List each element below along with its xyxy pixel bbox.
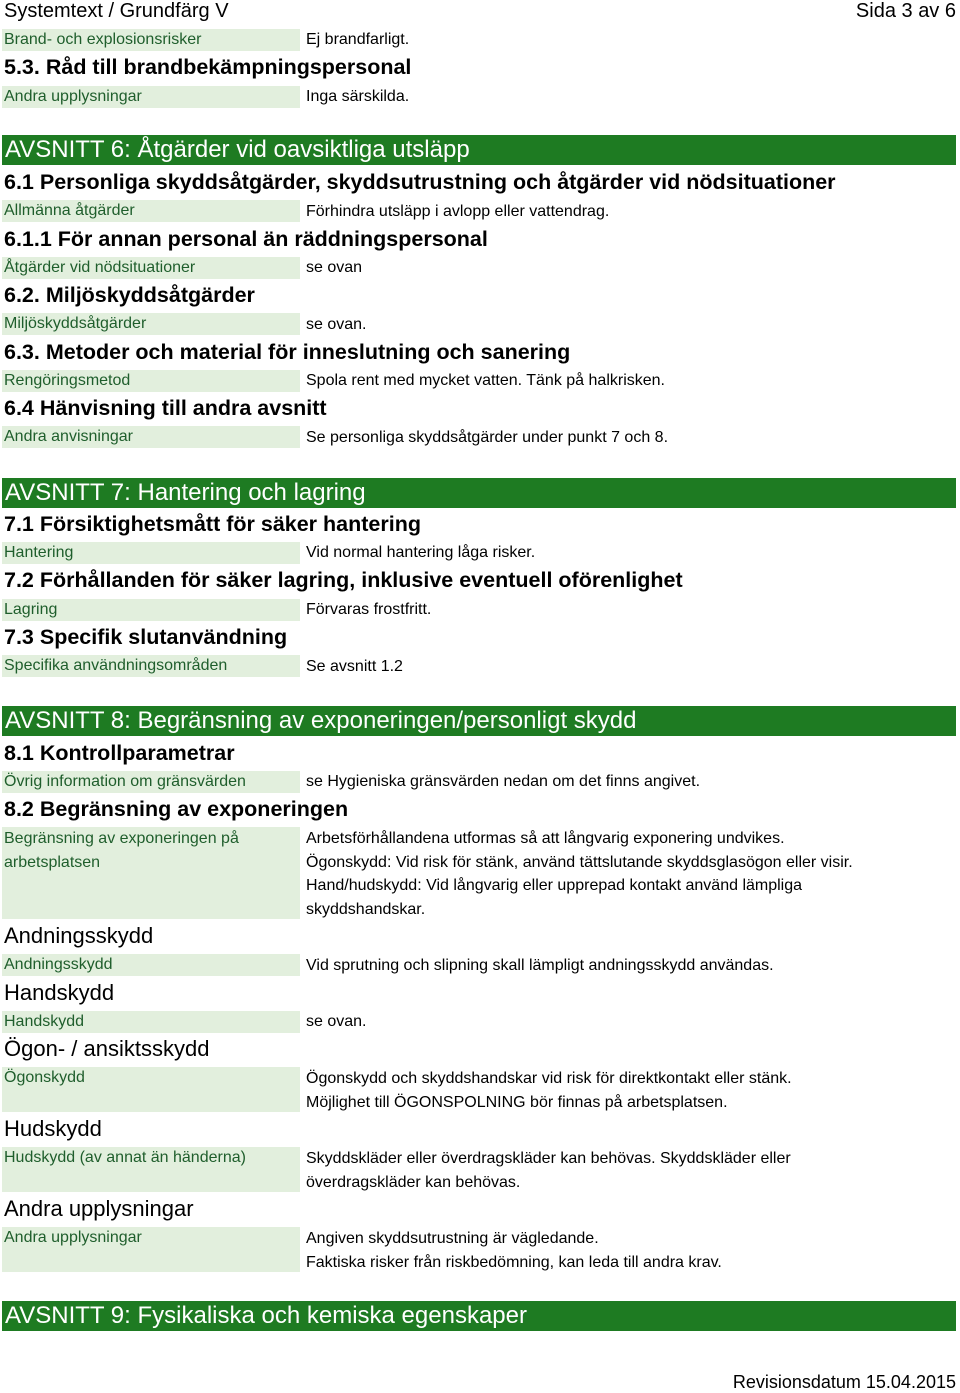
subheading: 7.1 Försiktighetsmått för säker hantering — [4, 512, 421, 536]
subheading: 6.2. Miljöskyddsåtgärder — [4, 283, 255, 307]
subheading: 6.4 Hänvisning till andra avsnitt — [4, 396, 327, 420]
document-title: Systemtext / Grundfärg V — [4, 0, 229, 22]
row-label: Lagring — [2, 599, 300, 621]
row-value: Förhindra utsläpp i avlopp eller vattendrag. — [306, 203, 610, 220]
row-value: Se avsnitt 1.2 — [306, 658, 403, 675]
value-line: Möjlighet till ÖGONSPOLNING bör finnas på arbetsplatsen. — [306, 1093, 728, 1111]
row-value: Spola rent med mycket vatten. Tänk på halkrisken. — [306, 372, 665, 389]
plain-heading: Handskydd — [4, 980, 115, 1005]
row-label: Åtgärder vid nödsituationer — [2, 257, 300, 279]
value-line: Hand/hudskydd: Vid långvarig eller upprepad kontakt använd lämpliga — [306, 877, 803, 894]
row-value-list — [306, 827, 853, 921]
row-value-list — [306, 1147, 791, 1194]
subheading: 7.3 Specifik slutanvändning — [4, 625, 288, 649]
section-header: AVSNITT 6: Åtgärder vid oavsiktliga utsläpp — [2, 135, 956, 165]
row-label: Handskydd — [2, 1011, 300, 1033]
page-number: Sida 3 av 6 — [855, 0, 956, 22]
row-label: Rengöringsmetod — [2, 370, 300, 392]
row-label: Andra upplysningar — [2, 86, 300, 108]
subheading: 6.3. Metoder och material för inneslutning och sanering — [4, 340, 571, 364]
row-label: Specifika användningsområden — [2, 655, 300, 677]
subheading: 8.1 Kontrollparametrar — [4, 741, 235, 765]
row-label: Andra anvisningar — [2, 426, 300, 448]
row-value: se Hygieniska gränsvärden nedan om det finns angivet. — [306, 773, 701, 790]
row-value: se ovan. — [306, 1013, 367, 1030]
section-header: AVSNITT 9: Fysikaliska och kemiska egenskaper — [2, 1301, 956, 1331]
subheading: 7.2 Förhållanden för säker lagring, inklusive eventuell oförenlighet — [4, 568, 683, 592]
value-line: överdragskläder kan behövas. — [306, 1173, 521, 1191]
value-line: Skyddskläder eller överdragskläder kan behövas. Skyddskläder eller — [306, 1150, 791, 1167]
row-value: se ovan — [306, 259, 363, 276]
plain-heading: Andningsskydd — [4, 923, 154, 948]
subheading: 6.1.1 För annan personal än räddningspersonal — [4, 227, 488, 251]
row-label: Allmänna åtgärder — [2, 200, 300, 222]
plain-heading: Ögon- / ansiktsskydd — [4, 1036, 210, 1061]
value-line: Faktiska risker från riskbedömning, kan leda till andra krav. — [306, 1253, 722, 1271]
value-line: Angiven skyddsutrustning är vägledande. — [306, 1230, 599, 1247]
section-header: AVSNITT 7: Hantering och lagring — [2, 478, 956, 508]
plain-heading: Andra upplysningar — [4, 1196, 194, 1221]
row-value: Vid sprutning och slipning skall lämpligt andningsskydd användas. — [306, 957, 774, 974]
row-value-list — [306, 1067, 792, 1114]
row-label: Ögonskydd — [2, 1067, 300, 1112]
subheading: 5.3. Råd till brandbekämpningspersonal — [4, 55, 412, 79]
value-line: Ögonskydd och skyddshandskar vid risk för direktkontakt eller stänk. — [306, 1070, 792, 1087]
value-line: skyddshandskar. — [306, 900, 426, 918]
row-value: Inga särskilda. — [306, 88, 410, 105]
row-label: Övrig information om gränsvärden — [2, 771, 300, 793]
row-value-list — [306, 1227, 722, 1274]
row-label: Miljöskyddsåtgärder — [2, 313, 300, 335]
row-value: Ej brandfarligt. — [306, 31, 410, 48]
row-label: Begränsning av exponeringen på arbetsplatsen — [2, 827, 300, 919]
row-label: Hantering — [2, 542, 300, 564]
subheading: 8.2 Begränsning av exponeringen — [4, 797, 349, 821]
row-label: Andningsskydd — [2, 954, 300, 976]
row-label: Hudskydd (av annat än händerna) — [2, 1147, 300, 1192]
subheading: 6.1 Personliga skyddsåtgärder, skyddsutrustning och åtgärder vid nödsituationer — [4, 170, 836, 194]
row-label: Andra upplysningar — [2, 1227, 300, 1272]
value-line: Ögonskydd: Vid risk för stänk, använd tättslutande skyddsglasögon eller visir. — [306, 853, 853, 871]
row-value: Vid normal hantering låga risker. — [306, 544, 536, 561]
row-label: Brand- och explosionsrisker — [2, 29, 300, 51]
row-value: se ovan. — [306, 316, 367, 333]
row-value: Se personliga skyddsåtgärder under punkt 7 och 8. — [306, 429, 669, 446]
value-line: Arbetsförhållandena utformas så att långvarig exponering undvikes. — [306, 830, 785, 847]
row-value: Förvaras frostfritt. — [306, 601, 432, 618]
section-header: AVSNITT 8: Begränsning av exponeringen/personligt skydd — [2, 706, 956, 736]
revision-date: Revisionsdatum 15.04.2015 — [732, 1372, 956, 1392]
plain-heading: Hudskydd — [4, 1116, 102, 1141]
